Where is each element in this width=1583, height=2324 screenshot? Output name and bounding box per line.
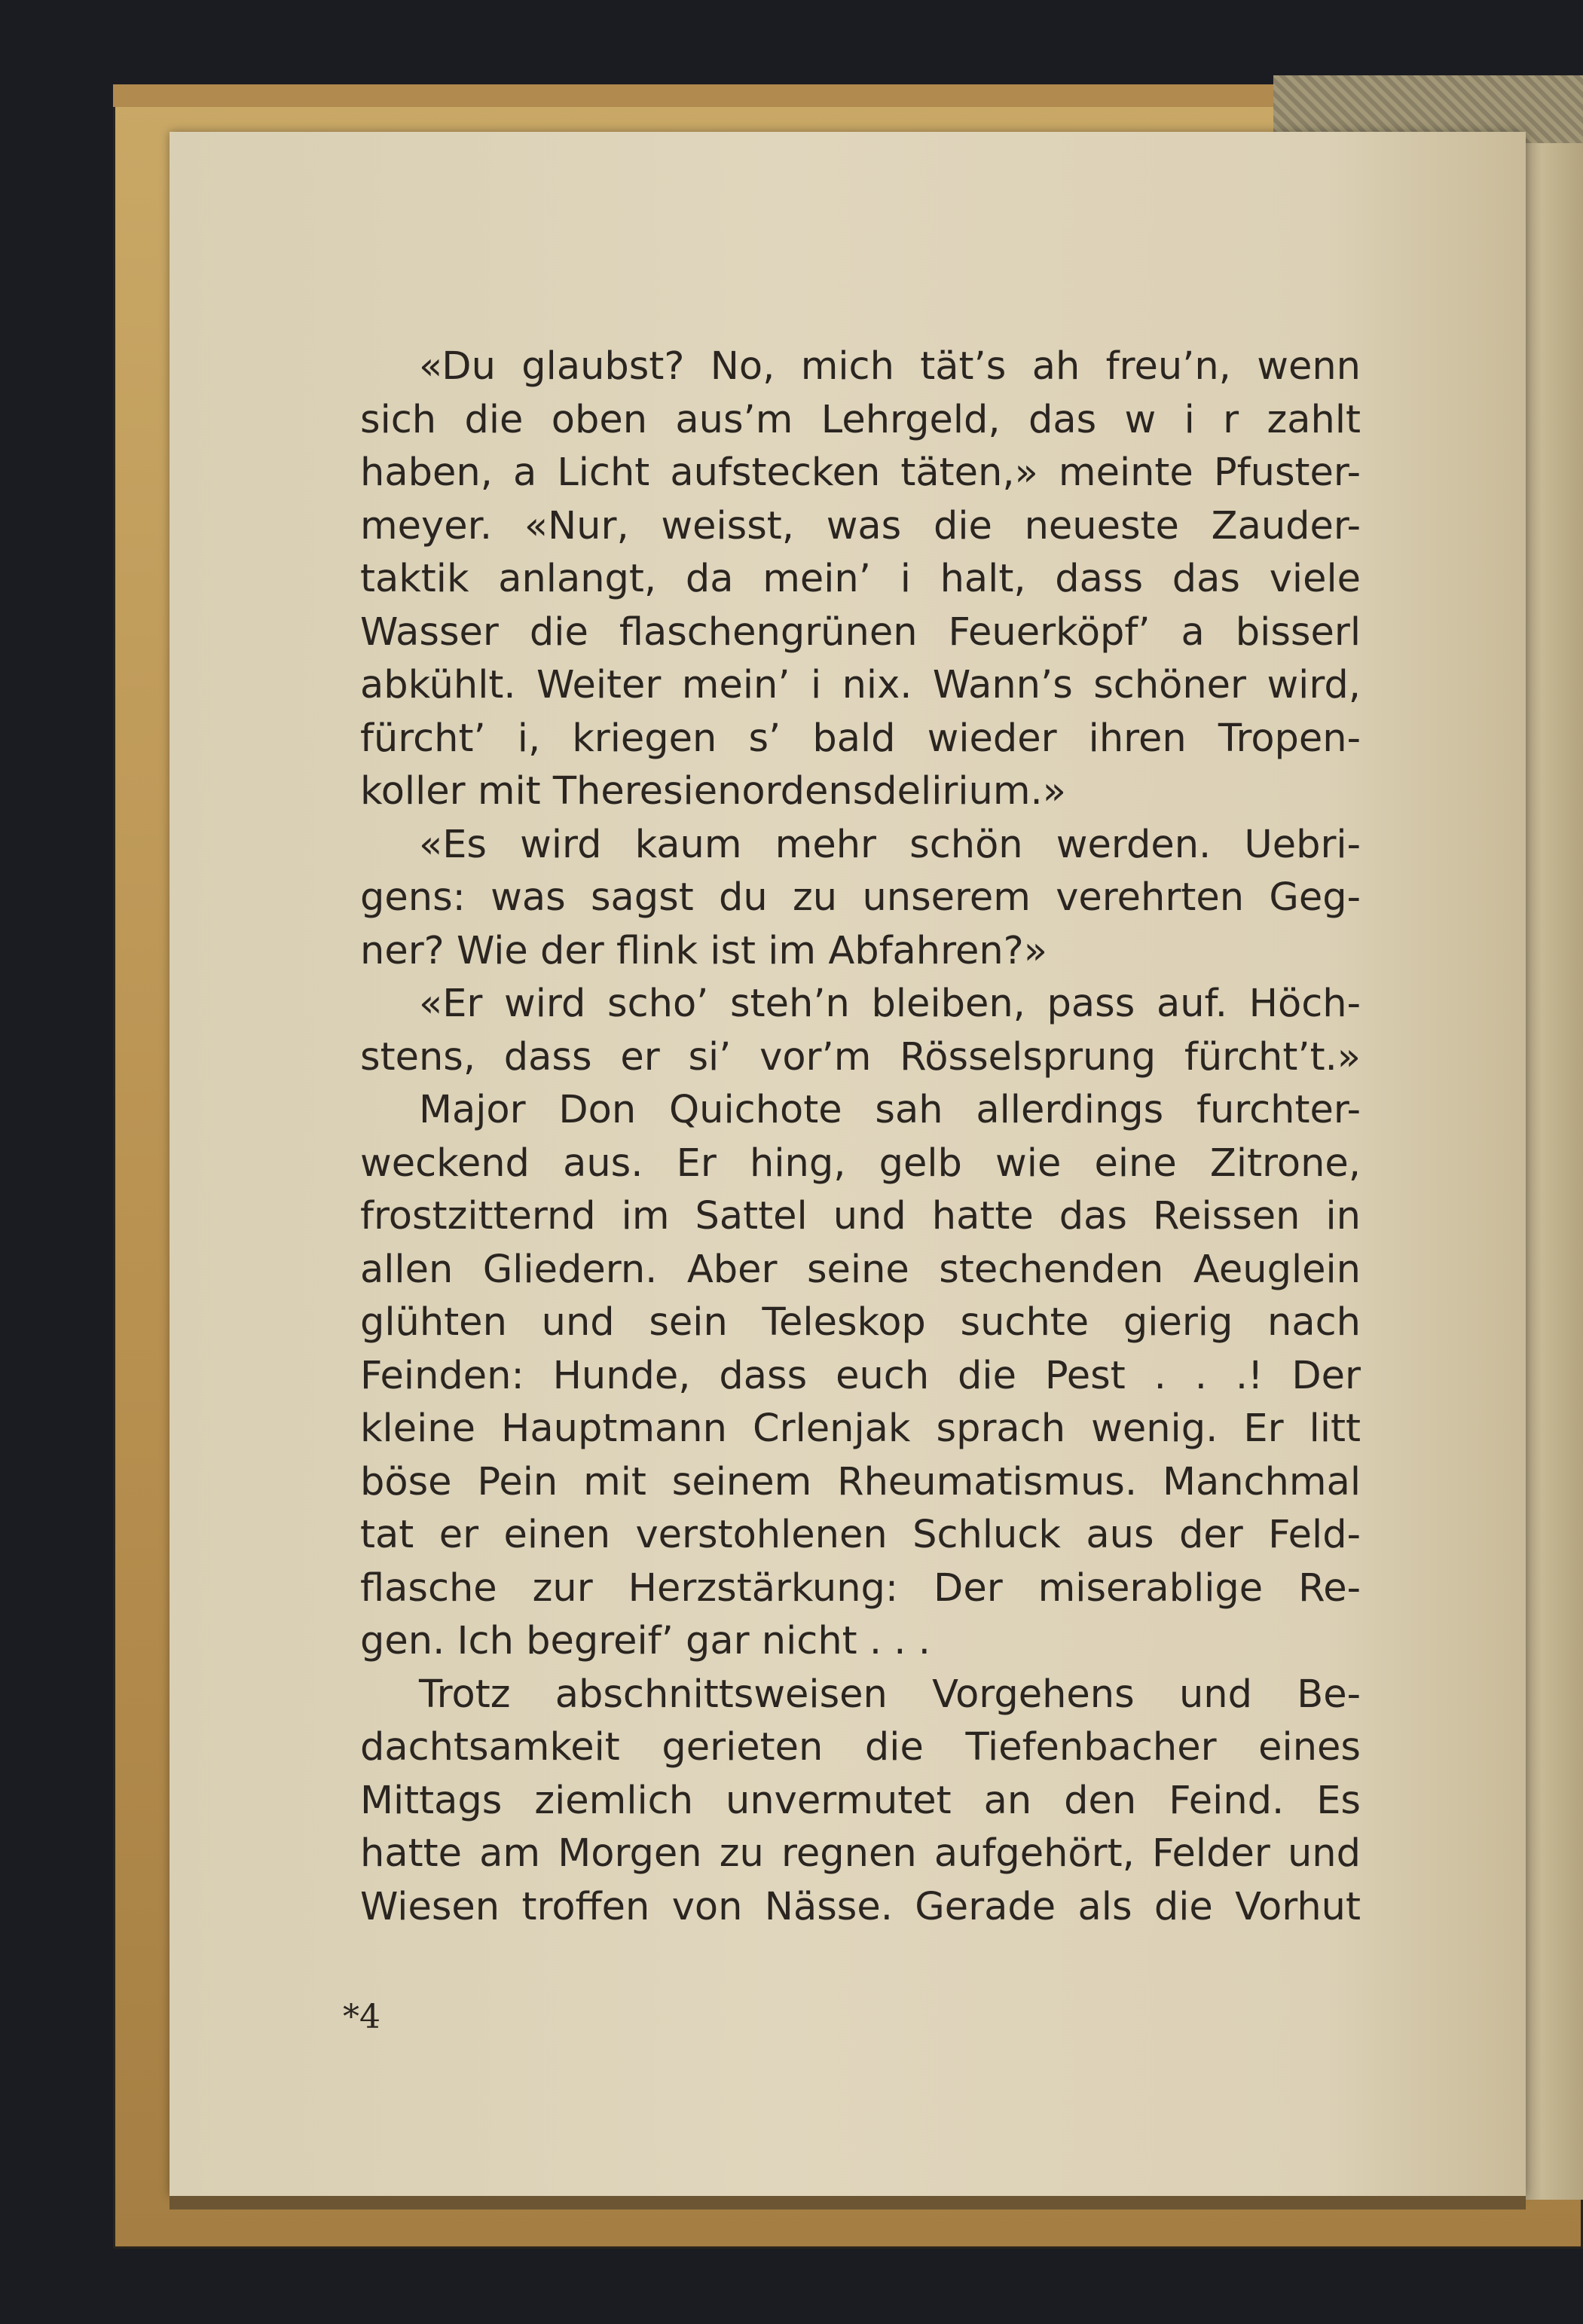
- text-line: Wasser die flaschengrünen Feuerköpf’ a bisserl: [360, 609, 1361, 655]
- text-line: tat er einen verstohlenen Schluck aus der Feld-: [360, 1513, 1361, 1557]
- page-bottom-edge: [170, 2196, 1526, 2209]
- paragraph: [360, 341, 1361, 819]
- text-line: böse Pein mit seinem Rheumatismus. Manchmal: [360, 1459, 1361, 1504]
- text-line: fürcht’ i, kriegen s’ bald wieder ihren Tropen-: [360, 716, 1361, 761]
- text-line: glühten und sein Teleskop suchte gierig nach: [360, 1300, 1361, 1345]
- text-line: weckend aus. Er hing, gelb wie eine Zitrone,: [360, 1141, 1361, 1186]
- text-line: «Du glaubst? No, mich tät’s ah freu’n, wenn: [419, 344, 1361, 389]
- text-line: gens: was sagst du zu unserem verehrten Geg-: [360, 875, 1361, 920]
- text-line: Feinden: Hunde, dass euch die Pest . . .! Der: [360, 1353, 1361, 1398]
- text-line: Mittags ziemlich unvermutet an den Feind. Es: [360, 1778, 1361, 1823]
- cover-top-edge: [113, 84, 1303, 107]
- text-line: taktik anlangt, da mein’ i halt, dass das viele: [360, 557, 1361, 601]
- text-line: gen. Ich begreif’ gar nicht . . .: [360, 1619, 931, 1663]
- text-line: hatte am Morgen zu regnen aufgehört, Felder und: [360, 1831, 1361, 1876]
- text-line: sich die oben aus’m Lehrgeld, das w i r zahlt: [360, 397, 1361, 442]
- text-line: flasche zur Herzstärkung: Der miserablige Re-: [360, 1565, 1361, 1611]
- paragraph: [360, 1669, 1361, 1935]
- text-line: Major Don Quichote sah allerdings furchter-: [419, 1088, 1361, 1132]
- paragraph: [360, 978, 1361, 1084]
- page-text: [360, 341, 1361, 1934]
- paragraph: [360, 1084, 1361, 1669]
- text-line: stens, dass er si’ vor’m Rösselsprung fürcht’t.»: [360, 1034, 1361, 1080]
- page-number: *4: [343, 1998, 380, 2036]
- text-line: abkühlt. Weiter mein’ i nix. Wann’s schöner wird,: [360, 663, 1361, 707]
- text-line: haben, a Licht aufstecken täten,» meinte Pfuster-: [360, 450, 1361, 495]
- text-line: kleine Hauptmann Crlenjak sprach wenig. Er litt: [360, 1406, 1361, 1451]
- text-line: «Es wird kaum mehr schön werden. Uebri-: [419, 822, 1361, 867]
- text-line: «Er wird scho’ steh’n bleiben, pass auf. Höch-: [419, 982, 1361, 1026]
- text-line: dachtsamkeit gerieten die Tiefenbacher eines: [360, 1725, 1361, 1770]
- text-line: koller mit Theresienordensdelirium.»: [360, 769, 1066, 814]
- text-line: Wiesen troffen von Nässe. Gerade als die Vorhut: [360, 1884, 1361, 1929]
- text-line: allen Gliedern. Aber seine stechenden Aeuglein: [360, 1247, 1361, 1292]
- text-line: ner? Wie der flink ist im Abfahren?»: [360, 928, 1047, 973]
- paragraph: [360, 819, 1361, 979]
- text-line: Trotz abschnittsweisen Vorgehens und Be-: [419, 1672, 1361, 1717]
- text-line: frostzitternd im Sattel und hatte das Reissen in: [360, 1194, 1361, 1238]
- text-line: meyer. «Nur, weisst, was die neueste Zauder-: [360, 503, 1361, 548]
